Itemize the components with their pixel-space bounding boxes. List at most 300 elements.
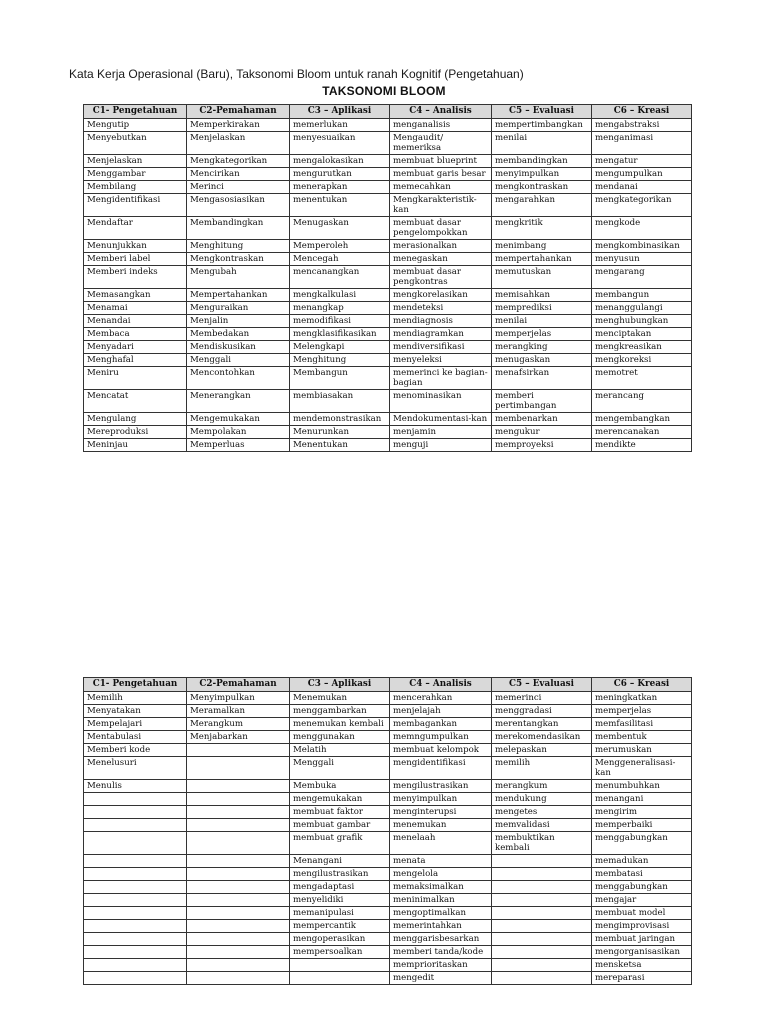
table-header-row bbox=[84, 105, 692, 119]
table-cell bbox=[187, 819, 290, 832]
table-cell: menghubungkan bbox=[592, 315, 692, 328]
table-cell bbox=[492, 881, 592, 894]
table-cell: mengkategorikan bbox=[592, 194, 692, 217]
table-cell: memerinci ke bagian-bagian bbox=[390, 367, 492, 390]
table-cell: membandingkan bbox=[492, 155, 592, 168]
table-cell bbox=[84, 933, 187, 946]
table-cell bbox=[84, 881, 187, 894]
table-cell: Menugaskan bbox=[290, 217, 390, 240]
table-cell: membatasi bbox=[592, 868, 692, 881]
table-cell: Membedakan bbox=[187, 328, 290, 341]
table-row bbox=[84, 155, 692, 168]
table-cell: Memperkirakan bbox=[187, 119, 290, 132]
table-row bbox=[84, 302, 692, 315]
table-cell bbox=[492, 920, 592, 933]
table-cell: Memperoleh bbox=[290, 240, 390, 253]
table-cell: mengadaptasi bbox=[290, 881, 390, 894]
table-cell: merentangkan bbox=[492, 718, 592, 731]
table-cell: Mengemukakan bbox=[187, 413, 290, 426]
table-cell: memecahkan bbox=[390, 181, 492, 194]
table-cell bbox=[84, 920, 187, 933]
table-cell: Menggali bbox=[187, 354, 290, 367]
table-cell: Mencontohkan bbox=[187, 367, 290, 390]
table-row bbox=[84, 194, 692, 217]
table-row bbox=[84, 793, 692, 806]
table-cell: membentuk bbox=[592, 731, 692, 744]
table-cell: mengetes bbox=[492, 806, 592, 819]
table-cell: menginterupsi bbox=[390, 806, 492, 819]
column-header: C5 – Evaluasi bbox=[492, 678, 592, 692]
table-cell: memotret bbox=[592, 367, 692, 390]
table-cell bbox=[187, 793, 290, 806]
table-row bbox=[84, 315, 692, 328]
table-cell bbox=[84, 832, 187, 855]
table-cell: Menyatakan bbox=[84, 705, 187, 718]
table-cell: Memberi indeks bbox=[84, 266, 187, 289]
table-cell: membuat jaringan bbox=[592, 933, 692, 946]
table-cell bbox=[84, 868, 187, 881]
table-cell: Mengulang bbox=[84, 413, 187, 426]
table-cell: Mengaudit/ memeriksa bbox=[390, 132, 492, 155]
document-heading: TAKSONOMI BLOOM bbox=[322, 84, 446, 98]
table-cell: Menggali bbox=[290, 757, 390, 780]
table-cell: membuat blueprint bbox=[390, 155, 492, 168]
table-cell: mereparasi bbox=[592, 972, 692, 985]
table-cell: menemukan bbox=[390, 819, 492, 832]
table-cell: Menghitung bbox=[290, 354, 390, 367]
table-cell bbox=[187, 946, 290, 959]
table-cell bbox=[187, 907, 290, 920]
table-cell bbox=[84, 894, 187, 907]
table-row bbox=[84, 972, 692, 985]
table-cell bbox=[84, 806, 187, 819]
table-row bbox=[84, 217, 692, 240]
table-cell: menerapkan bbox=[290, 181, 390, 194]
table-cell: menelaah bbox=[390, 832, 492, 855]
table-cell: Menelusuri bbox=[84, 757, 187, 780]
table-cell: menugaskan bbox=[492, 354, 592, 367]
table-cell: menegaskan bbox=[390, 253, 492, 266]
table-cell bbox=[187, 894, 290, 907]
table-cell: menyelidiki bbox=[290, 894, 390, 907]
table-row bbox=[84, 946, 692, 959]
table-cell bbox=[84, 972, 187, 985]
table-cell bbox=[187, 868, 290, 881]
table-cell: menemukan kembali bbox=[290, 718, 390, 731]
table-cell: menggabungkan bbox=[592, 881, 692, 894]
table-cell: mengkalkulasi bbox=[290, 289, 390, 302]
table-cell: mengkombinasikan bbox=[592, 240, 692, 253]
table-cell bbox=[492, 972, 592, 985]
table-cell bbox=[84, 819, 187, 832]
table-cell: memberi tanda/kode bbox=[390, 946, 492, 959]
table-cell: Menyadari bbox=[84, 341, 187, 354]
column-header: C3 – Aplikasi bbox=[290, 678, 390, 692]
table-cell: memvalidasi bbox=[492, 819, 592, 832]
table-cell: memutuskan bbox=[492, 266, 592, 289]
table-cell bbox=[187, 972, 290, 985]
table-row bbox=[84, 881, 692, 894]
table-cell: membuat faktor bbox=[290, 806, 390, 819]
table-cell: menyusun bbox=[592, 253, 692, 266]
table-cell: Mereproduksi bbox=[84, 426, 187, 439]
table-cell: menggarisbesarkan bbox=[390, 933, 492, 946]
table-cell: Menulis bbox=[84, 780, 187, 793]
table-cell bbox=[492, 959, 592, 972]
column-header: C3 – Aplikasi bbox=[290, 105, 390, 119]
taxonomy-table-2 bbox=[83, 677, 692, 985]
table-cell: mempersoalkan bbox=[290, 946, 390, 959]
table-cell: menilai bbox=[492, 315, 592, 328]
table-cell: mendemonstrasikan bbox=[290, 413, 390, 426]
table-row bbox=[84, 390, 692, 413]
table-cell: Mencegah bbox=[290, 253, 390, 266]
table-cell: membuat gambar bbox=[290, 819, 390, 832]
table-cell: Mempolakan bbox=[187, 426, 290, 439]
table-cell: memperjelas bbox=[592, 705, 692, 718]
table-cell: menggunakan bbox=[290, 731, 390, 744]
table-row bbox=[84, 718, 692, 731]
table-cell: menyesuaikan bbox=[290, 132, 390, 155]
column-header: C2-Pemahaman bbox=[187, 678, 290, 692]
table-cell: mempercantik bbox=[290, 920, 390, 933]
table-cell bbox=[84, 959, 187, 972]
table-row bbox=[84, 757, 692, 780]
table-cell: Menyebutkan bbox=[84, 132, 187, 155]
table-row bbox=[84, 341, 692, 354]
table-cell bbox=[187, 806, 290, 819]
table-cell: mengumpulkan bbox=[592, 168, 692, 181]
table-cell: Mencirikan bbox=[187, 168, 290, 181]
table-cell: memproyeksi bbox=[492, 439, 592, 452]
table-cell: Menggambar bbox=[84, 168, 187, 181]
table-cell: Menamai bbox=[84, 302, 187, 315]
table-cell: Menurunkan bbox=[290, 426, 390, 439]
table-cell: menganalisis bbox=[390, 119, 492, 132]
column-header: C4 – Analisis bbox=[390, 105, 492, 119]
table-cell: mendikte bbox=[592, 439, 692, 452]
table-cell: Meniru bbox=[84, 367, 187, 390]
table-cell: mencerahkan bbox=[390, 692, 492, 705]
table-cell: Melengkapi bbox=[290, 341, 390, 354]
table-cell: Menjalin bbox=[187, 315, 290, 328]
table-cell bbox=[84, 946, 187, 959]
table-cell bbox=[187, 757, 290, 780]
table-cell: memilih bbox=[492, 757, 592, 780]
table-row bbox=[84, 868, 692, 881]
table-cell: Menangani bbox=[290, 855, 390, 868]
table-cell: menyeleksi bbox=[390, 354, 492, 367]
table-cell: mendukung bbox=[492, 793, 592, 806]
table-row bbox=[84, 266, 692, 289]
table-cell: memerintahkan bbox=[390, 920, 492, 933]
table-header-row bbox=[84, 678, 692, 692]
table-cell: Membaca bbox=[84, 328, 187, 341]
table-cell: Mempelajari bbox=[84, 718, 187, 731]
table-cell: mengidentifikasi bbox=[390, 757, 492, 780]
table-cell: mengoperasikan bbox=[290, 933, 390, 946]
column-header: C5 – Evaluasi bbox=[492, 105, 592, 119]
table-cell: mengilustrasikan bbox=[290, 868, 390, 881]
table-row bbox=[84, 933, 692, 946]
table-cell: Melatih bbox=[290, 744, 390, 757]
table-cell: memperbaiki bbox=[592, 819, 692, 832]
column-header: C4 – Analisis bbox=[390, 678, 492, 692]
table-cell bbox=[492, 907, 592, 920]
table-cell: menyimpulkan bbox=[492, 168, 592, 181]
table-cell: Meninjau bbox=[84, 439, 187, 452]
table-cell: Mengutip bbox=[84, 119, 187, 132]
table-cell: merangkum bbox=[492, 780, 592, 793]
table-row bbox=[84, 692, 692, 705]
table-cell: membuat grafik bbox=[290, 832, 390, 855]
table-cell bbox=[187, 780, 290, 793]
table-cell: Menunjukkan bbox=[84, 240, 187, 253]
table-cell bbox=[492, 946, 592, 959]
table-cell: mengkreasikan bbox=[592, 341, 692, 354]
table-cell: Mendiskusikan bbox=[187, 341, 290, 354]
table-row bbox=[84, 439, 692, 452]
table-cell: menanggulangi bbox=[592, 302, 692, 315]
table-cell: memanipulasi bbox=[290, 907, 390, 920]
table-cell: mencanangkan bbox=[290, 266, 390, 289]
table-cell: mengilustrasikan bbox=[390, 780, 492, 793]
column-header: C6 – Kreasi bbox=[592, 678, 692, 692]
table-row bbox=[84, 119, 692, 132]
table-cell: mengukur bbox=[492, 426, 592, 439]
table-cell: menafsirkan bbox=[492, 367, 592, 390]
table-cell: Memasangkan bbox=[84, 289, 187, 302]
table-cell: Mendaftar bbox=[84, 217, 187, 240]
table-cell: Memberi kode bbox=[84, 744, 187, 757]
table-cell: Mengkategorikan bbox=[187, 155, 290, 168]
table-cell: menggabungkan bbox=[592, 832, 692, 855]
table-cell: mengkritik bbox=[492, 217, 592, 240]
table-cell: Mengkontraskan bbox=[187, 253, 290, 266]
table-cell: Menghafal bbox=[84, 354, 187, 367]
table-cell: mendeteksi bbox=[390, 302, 492, 315]
table-row bbox=[84, 894, 692, 907]
table-cell: mengembangkan bbox=[592, 413, 692, 426]
table-cell: Mengkarakteristik-kan bbox=[390, 194, 492, 217]
table-cell: memprioritaskan bbox=[390, 959, 492, 972]
table-cell: memperjelas bbox=[492, 328, 592, 341]
table-cell: menangani bbox=[592, 793, 692, 806]
table-cell bbox=[187, 920, 290, 933]
table-cell: menjelajah bbox=[390, 705, 492, 718]
table-cell: menyimpulkan bbox=[390, 793, 492, 806]
table-cell: menguji bbox=[390, 439, 492, 452]
table-cell: merangking bbox=[492, 341, 592, 354]
table-cell: mengkontraskan bbox=[492, 181, 592, 194]
table-cell: Menemukan bbox=[290, 692, 390, 705]
table-cell: Menghitung bbox=[187, 240, 290, 253]
table-cell: menciptakan bbox=[592, 328, 692, 341]
table-cell: meningkatkan bbox=[592, 692, 692, 705]
table-cell: Mempertahankan bbox=[187, 289, 290, 302]
table-cell: Menandai bbox=[84, 315, 187, 328]
table-cell: memerinci bbox=[492, 692, 592, 705]
table-cell: membuat kelompok bbox=[390, 744, 492, 757]
table-cell: memodifikasi bbox=[290, 315, 390, 328]
table-cell: mengorganisasikan bbox=[592, 946, 692, 959]
table-cell: mendanai bbox=[592, 181, 692, 194]
table-row bbox=[84, 328, 692, 341]
table-cell: memisahkan bbox=[492, 289, 592, 302]
table-cell: mensketsa bbox=[592, 959, 692, 972]
table-cell: Menerangkan bbox=[187, 390, 290, 413]
table-cell: Menggeneralisasi-kan bbox=[592, 757, 692, 780]
table-cell: Memperluas bbox=[187, 439, 290, 452]
taxonomy-table-1 bbox=[83, 104, 692, 452]
table-cell: Mengidentifikasi bbox=[84, 194, 187, 217]
table-row bbox=[84, 731, 692, 744]
table-cell: mengatur bbox=[592, 155, 692, 168]
table-row bbox=[84, 705, 692, 718]
table-cell bbox=[492, 868, 592, 881]
table-cell: mengklasifikasikan bbox=[290, 328, 390, 341]
table-row bbox=[84, 780, 692, 793]
table-cell: menangkap bbox=[290, 302, 390, 315]
table-row bbox=[84, 132, 692, 155]
table-cell: membuat garis besar bbox=[390, 168, 492, 181]
table-cell: meninimalkan bbox=[390, 894, 492, 907]
table-cell: menganimasi bbox=[592, 132, 692, 155]
table-cell: mendiversifikasi bbox=[390, 341, 492, 354]
table-cell: mengabstraksi bbox=[592, 119, 692, 132]
table-cell: menumbuhkan bbox=[592, 780, 692, 793]
table-cell: Membilang bbox=[84, 181, 187, 194]
column-header: C2-Pemahaman bbox=[187, 105, 290, 119]
table-cell bbox=[187, 832, 290, 855]
table-cell: Memilih bbox=[84, 692, 187, 705]
table-cell: Membandingkan bbox=[187, 217, 290, 240]
table-row bbox=[84, 819, 692, 832]
table-cell: mempertahankan bbox=[492, 253, 592, 266]
table-row bbox=[84, 413, 692, 426]
table-cell: memerlukan bbox=[290, 119, 390, 132]
table-cell: Mencatat bbox=[84, 390, 187, 413]
table-cell bbox=[492, 894, 592, 907]
table-cell: menilai bbox=[492, 132, 592, 155]
table-cell: merumuskan bbox=[592, 744, 692, 757]
table-cell: Menguraikan bbox=[187, 302, 290, 315]
table-cell: mengalokasikan bbox=[290, 155, 390, 168]
column-header: C1- Pengetahuan bbox=[84, 678, 187, 692]
table-cell bbox=[187, 855, 290, 868]
table-cell: membenarkan bbox=[492, 413, 592, 426]
table-cell: Menjabarkan bbox=[187, 731, 290, 744]
table-cell: menggradasi bbox=[492, 705, 592, 718]
table-cell: merancang bbox=[592, 390, 692, 413]
table-cell: mengkoreksi bbox=[592, 354, 692, 367]
table-row bbox=[84, 907, 692, 920]
table-cell: mendiagramkan bbox=[390, 328, 492, 341]
table-cell: melepaskan bbox=[492, 744, 592, 757]
table-row bbox=[84, 240, 692, 253]
table-row bbox=[84, 168, 692, 181]
table-cell: merekomendasikan bbox=[492, 731, 592, 744]
table-cell: memaksimalkan bbox=[390, 881, 492, 894]
table-cell: Membuka bbox=[290, 780, 390, 793]
table-row bbox=[84, 959, 692, 972]
table-cell: mengajar bbox=[592, 894, 692, 907]
table-row bbox=[84, 354, 692, 367]
table-cell: memadukan bbox=[592, 855, 692, 868]
table-cell: menimbang bbox=[492, 240, 592, 253]
table-row bbox=[84, 289, 692, 302]
table-cell: Mendokumentasi-kan bbox=[390, 413, 492, 426]
table-cell: memberi pertimbangan bbox=[492, 390, 592, 413]
table-cell: mengurutkan bbox=[290, 168, 390, 181]
table-cell: merencanakan bbox=[592, 426, 692, 439]
table-cell: membagankan bbox=[390, 718, 492, 731]
table-cell: mengimprovisasi bbox=[592, 920, 692, 933]
table-cell bbox=[187, 744, 290, 757]
table-row bbox=[84, 920, 692, 933]
table-cell: Memberi label bbox=[84, 253, 187, 266]
table-cell: menggambarkan bbox=[290, 705, 390, 718]
document-caption: Kata Kerja Operasional (Baru), Taksonomi Bloom untuk ranah Kognitif (Pengetahuan) bbox=[69, 67, 524, 81]
table-cell: menentukan bbox=[290, 194, 390, 217]
table-row bbox=[84, 855, 692, 868]
table-cell: mengedit bbox=[390, 972, 492, 985]
table-cell: Menyimpulkan bbox=[187, 692, 290, 705]
table-cell: mengelola bbox=[390, 868, 492, 881]
table-cell: Merinci bbox=[187, 181, 290, 194]
table-cell bbox=[84, 907, 187, 920]
table-cell: mengarahkan bbox=[492, 194, 592, 217]
table-cell bbox=[290, 959, 390, 972]
column-header: C6 – Kreasi bbox=[592, 105, 692, 119]
table-cell: membangun bbox=[592, 289, 692, 302]
table-cell: mendiagnosis bbox=[390, 315, 492, 328]
table-cell: Mentabulasi bbox=[84, 731, 187, 744]
table-cell bbox=[187, 959, 290, 972]
table-row bbox=[84, 181, 692, 194]
table-row bbox=[84, 832, 692, 855]
table-cell: mengkode bbox=[592, 217, 692, 240]
table-cell bbox=[290, 972, 390, 985]
table-cell: menata bbox=[390, 855, 492, 868]
table-row bbox=[84, 253, 692, 266]
table-cell: mengkorelasikan bbox=[390, 289, 492, 302]
table-cell: menominasikan bbox=[390, 390, 492, 413]
table-cell: menjamin bbox=[390, 426, 492, 439]
table-cell bbox=[187, 933, 290, 946]
table-cell bbox=[84, 855, 187, 868]
table-row bbox=[84, 426, 692, 439]
table-cell: Mengasosiasikan bbox=[187, 194, 290, 217]
table-row bbox=[84, 744, 692, 757]
table-cell: Menjelaskan bbox=[187, 132, 290, 155]
table-row bbox=[84, 806, 692, 819]
table-cell: membuat dasar pengelompokkan bbox=[390, 217, 492, 240]
table-cell: Mengubah bbox=[187, 266, 290, 289]
table-cell: Menjelaskan bbox=[84, 155, 187, 168]
table-cell: mengarang bbox=[592, 266, 692, 289]
table-cell: Membangun bbox=[290, 367, 390, 390]
table-cell: membuat dasar pengkontras bbox=[390, 266, 492, 289]
column-header: C1- Pengetahuan bbox=[84, 105, 187, 119]
table-cell: memfasilitasi bbox=[592, 718, 692, 731]
table-cell: merasionalkan bbox=[390, 240, 492, 253]
table-cell: membuktikan kembali bbox=[492, 832, 592, 855]
table-row bbox=[84, 367, 692, 390]
table-cell: membiasakan bbox=[290, 390, 390, 413]
table-cell: mengemukakan bbox=[290, 793, 390, 806]
table-cell: memprediksi bbox=[492, 302, 592, 315]
